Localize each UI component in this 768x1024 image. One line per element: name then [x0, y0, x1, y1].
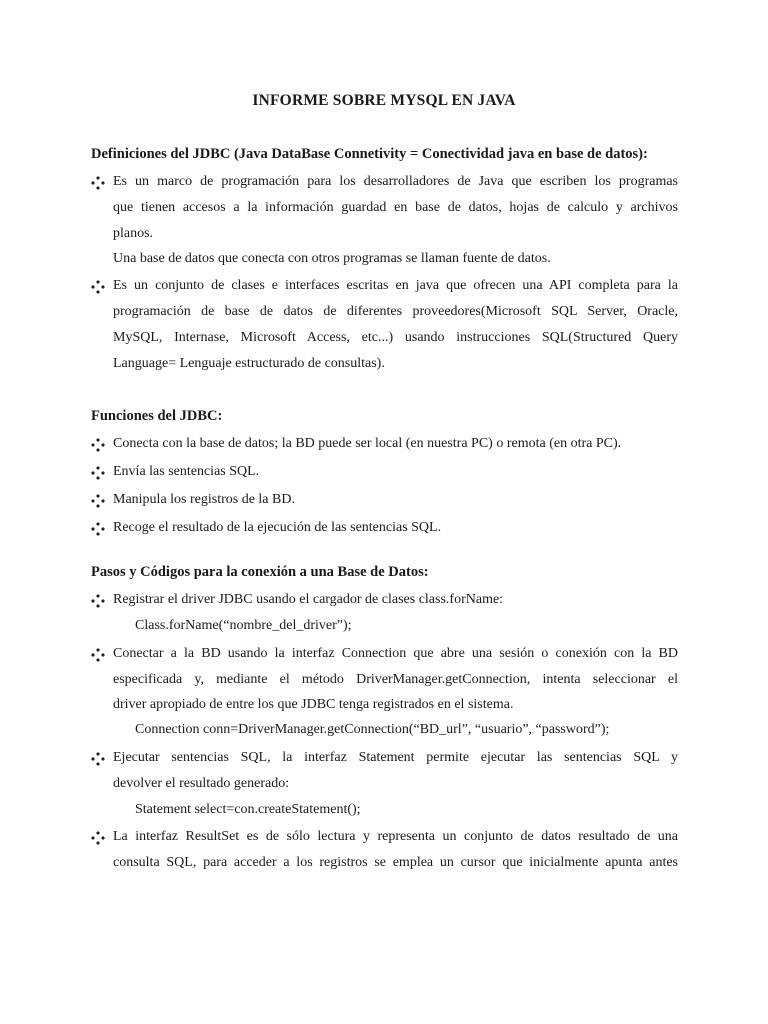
- diamond-bullet-icon: [91, 438, 107, 454]
- paso-4-line-2: consulta SQL, para acceder a los registros se emplea un cursor que inicialmente apunta antes: [113, 855, 678, 870]
- funcion-2: Envía las sentencias SQL.: [113, 464, 260, 479]
- definition-1-line-4: Una base de datos que conecta con otros programas se llaman fuente de datos.: [113, 251, 551, 266]
- diamond-bullet-icon: [91, 280, 107, 296]
- diamond-bullet-icon: [91, 594, 107, 610]
- funcion-1: Conecta con la base de datos; la BD puede ser local (en nuestra PC) o remota (en otra PC).: [113, 436, 622, 451]
- diamond-bullet-icon: [91, 494, 107, 510]
- paso-3-line-1: Ejecutar sentencias SQL, la interfaz Statement permite ejecutar las sentencias SQL y: [113, 750, 678, 765]
- diamond-bullet-icon: [91, 648, 107, 664]
- funcion-3: Manipula los registros de la BD.: [113, 492, 295, 507]
- funcion-4: Recoge el resultado de la ejecución de las sentencias SQL.: [113, 520, 442, 535]
- section-heading-funciones: Funciones del JDBC:: [91, 408, 223, 424]
- section-heading-definiciones: Definiciones del JDBC (Java DataBase Connetivity = Conectividad java en base de datos):: [91, 146, 648, 162]
- document-title: INFORME SOBRE MYSQL EN JAVA: [252, 92, 516, 109]
- diamond-bullet-icon: [91, 752, 107, 768]
- paso-4-line-1: La interfaz ResultSet es de sólo lectura y representa un conjunto de datos resultado de una: [113, 829, 678, 844]
- paso-1-code: Class.forName(“nombre_del_driver”);: [135, 618, 352, 633]
- definition-2-line-4: Language= Lenguaje estructurado de consultas).: [113, 356, 385, 371]
- paso-2-line-3: driver apropiado de entre los que JDBC tenga registrados en el sistema.: [113, 697, 514, 712]
- paso-2-line-1: Conectar a la BD usando la interfaz Connection que abre una sesión o conexión con la BD: [113, 646, 678, 661]
- diamond-bullet-icon: [91, 176, 107, 192]
- paso-2-code: Connection conn=DriverManager.getConnection(“BD_url”, “usuario”, “password”);: [135, 722, 610, 737]
- definition-2-line-1: Es un conjunto de clases e interfaces escritas en java que ofrecen una API completa para la: [113, 278, 678, 293]
- section-heading-pasos: Pasos y Códigos para la conexión a una Base de Datos:: [91, 564, 429, 580]
- definition-1-line-2: que tienen accesos a la información guardad en base de datos, hojas de calculo y archivos: [113, 200, 678, 215]
- diamond-bullet-icon: [91, 831, 107, 847]
- definition-2-line-2: programación de base de datos de diferentes proveedores(Microsoft SQL Server, Oracle,: [113, 304, 678, 319]
- definition-1-line-3: planos.: [113, 226, 154, 241]
- paso-1-line-1: Registrar el driver JDBC usando el cargador de clases class.forName:: [113, 592, 504, 607]
- diamond-bullet-icon: [91, 466, 107, 482]
- definition-1-line-1: Es un marco de programación para los desarrolladores de Java que escriben los programas: [113, 174, 678, 189]
- paso-2-line-2: especificada y, mediante el método DriverManager.getConnection, intenta seleccionar el: [113, 672, 678, 687]
- diamond-bullet-icon: [91, 522, 107, 538]
- paso-3-code: Statement select=con.createStatement();: [135, 802, 361, 817]
- paso-3-line-2: devolver el resultado generado:: [113, 776, 290, 791]
- definition-2-line-3: MySQL, Internase, Microsoft Access, etc...) usando instrucciones SQL(Structured Query: [113, 330, 678, 345]
